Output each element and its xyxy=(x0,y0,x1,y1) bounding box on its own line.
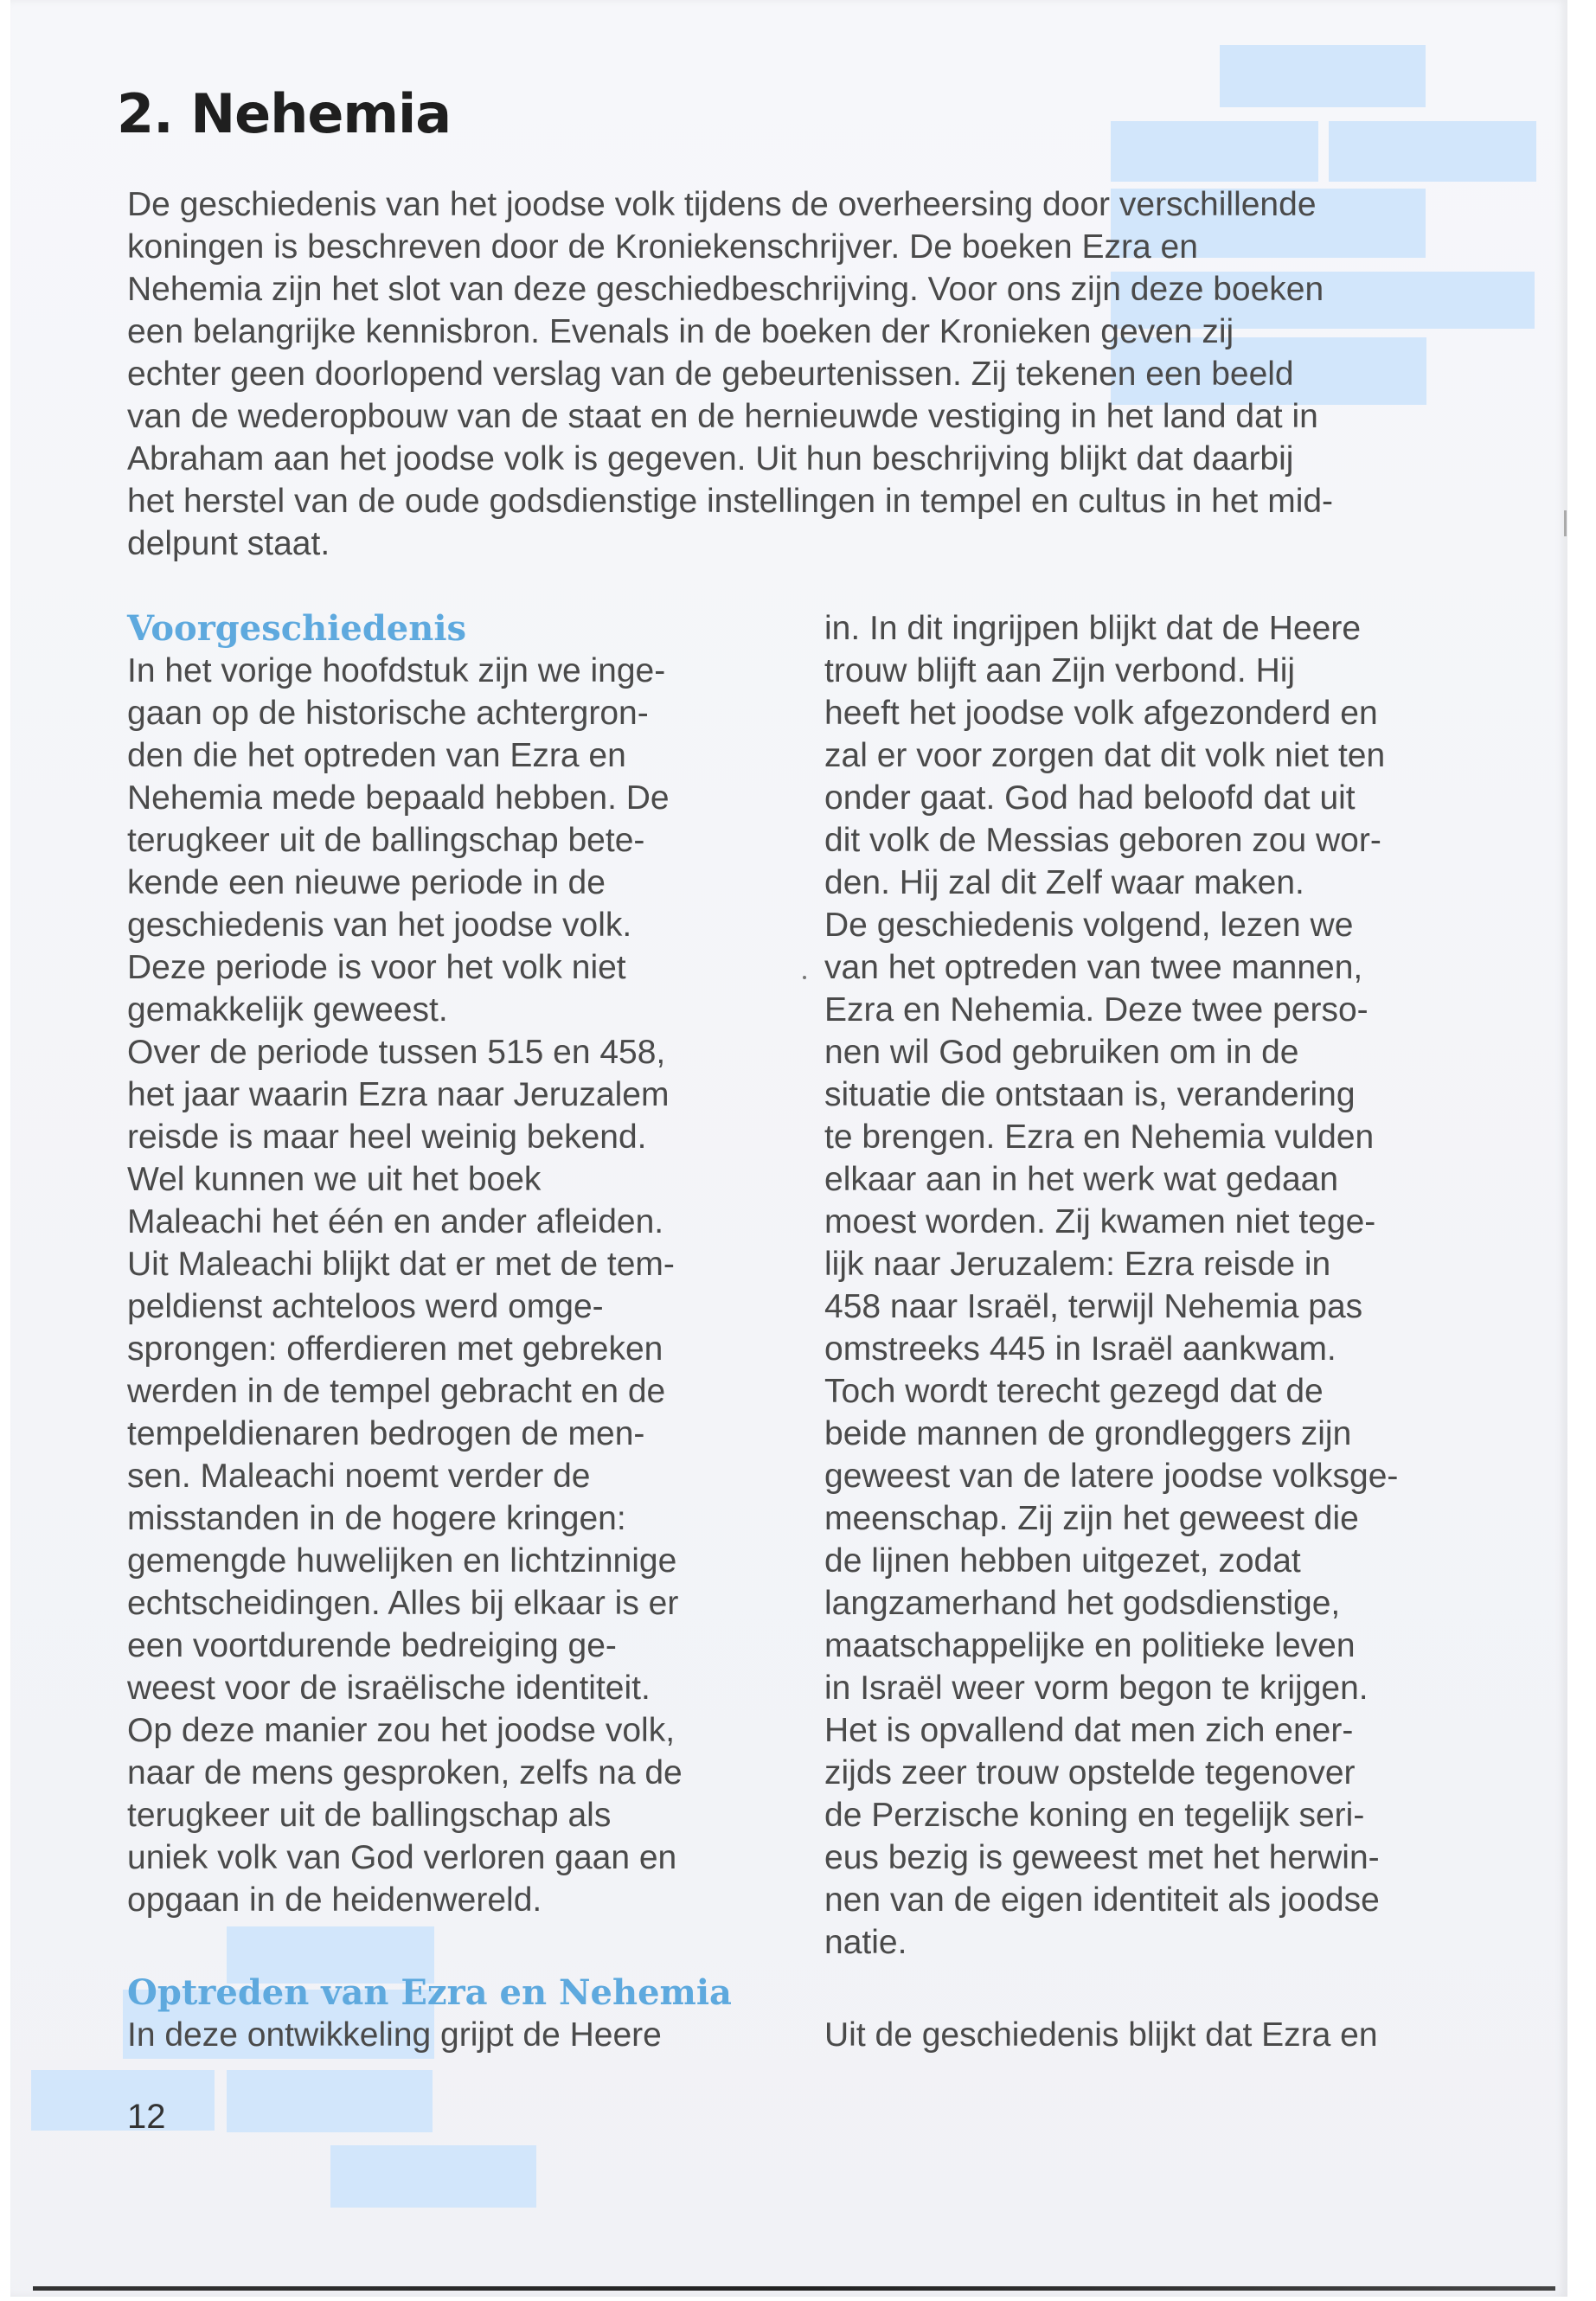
intro-line: een belangrijke kennisbron. Evenals in de boeken der Kronieken geven zij xyxy=(127,313,1234,350)
text-line: nen van de eigen identiteit als joodse xyxy=(824,1881,1380,1919)
text-line: Over de periode tussen 515 en 458, xyxy=(127,1034,666,1071)
text-line: In het vorige hoofdstuk zijn we inge- xyxy=(127,652,666,689)
intro-paragraph xyxy=(127,183,1442,565)
text-line: gaan op de historische achtergron- xyxy=(127,695,649,732)
chapter-title: 2. Nehemia xyxy=(117,82,452,145)
text-line: elkaar aan in het werk wat gedaan xyxy=(824,1161,1339,1198)
text-line: den die het optreden van Ezra en xyxy=(127,737,626,774)
text-line: Nehemia mede bepaald hebben. De xyxy=(127,779,670,817)
text-line: in Israël weer vorm begon te krijgen. xyxy=(824,1670,1368,1707)
stray-mark xyxy=(803,976,806,979)
text-line: trouw blijft aan Zijn verbond. Hij xyxy=(824,652,1296,689)
text-line: kende een nieuwe periode in de xyxy=(127,864,606,901)
text-line: de Perzische koning en tegelijk seri- xyxy=(824,1797,1365,1834)
text-line: langzamerhand het godsdienstige, xyxy=(824,1585,1341,1622)
text-line: uniek volk van God verloren gaan en xyxy=(127,1839,677,1876)
text-line: den. Hij zal dit Zelf waar maken. xyxy=(824,864,1304,901)
text-line: Uit de geschiedenis blijkt dat Ezra en xyxy=(824,2016,1378,2054)
text-line: Uit Maleachi blijkt dat er met de tem- xyxy=(127,1246,675,1283)
text-line: Toch wordt terecht gezegd dat de xyxy=(824,1373,1324,1410)
text-line: terugkeer uit de ballingschap bete- xyxy=(127,822,645,859)
left-column xyxy=(127,607,802,1921)
highlight-block xyxy=(330,2145,536,2208)
intro-line: De geschiedenis van het joodse volk tijdens de overheersing door verschillende xyxy=(127,186,1317,223)
text-line: sprongen: offerdieren met gebreken xyxy=(127,1330,663,1368)
text-line: Het is opvallend dat men zich ener- xyxy=(824,1712,1354,1749)
text-line: De geschiedenis volgend, lezen we xyxy=(824,907,1354,944)
text-line: 458 naar Israël, terwijl Nehemia pas xyxy=(824,1288,1363,1325)
text-line: lijk naar Jeruzalem: Ezra reisde in xyxy=(824,1246,1331,1283)
text-line: geschiedenis van het joodse volk. xyxy=(127,907,632,944)
highlight-block xyxy=(31,2070,215,2131)
text-line: echtscheidingen. Alles bij elkaar is er xyxy=(127,1585,679,1622)
text-line: van het optreden van twee mannen, xyxy=(824,949,1363,986)
right-column-last-line xyxy=(824,2014,1499,2056)
text-line: eus bezig is geweest met het herwin- xyxy=(824,1839,1380,1876)
right-column xyxy=(824,607,1499,1964)
highlight-block xyxy=(227,2070,433,2132)
text-line: weest voor de israëlische identiteit. xyxy=(127,1670,651,1707)
text-line: beide mannen de grondleggers zijn xyxy=(824,1415,1352,1452)
highlight-block xyxy=(1220,45,1426,107)
text-line: meenschap. Zij zijn het geweest die xyxy=(824,1500,1359,1537)
text-line: natie. xyxy=(824,1924,907,1961)
text-line: in. In dit ingrijpen blijkt dat de Heere xyxy=(824,610,1362,647)
text-line: geweest van de latere joodse volksge- xyxy=(824,1458,1399,1495)
text-line: nen wil God gebruiken om in de xyxy=(824,1034,1299,1071)
text-line: omstreeks 445 in Israël aankwam. xyxy=(824,1330,1336,1368)
text-line: terugkeer uit de ballingschap als xyxy=(127,1797,612,1834)
bottom-rule xyxy=(33,2286,1555,2291)
text-line: Maleachi het één en ander afleiden. xyxy=(127,1203,664,1240)
intro-line: koningen is beschreven door de Kroniekenschrijver. De boeken Ezra en xyxy=(127,228,1198,266)
intro-line: delpunt staat. xyxy=(127,525,330,562)
intro-line: Nehemia zijn het slot van deze geschiedbeschrijving. Voor ons zijn deze boeken xyxy=(127,271,1324,308)
intro-line: echter geen doorlopend verslag van de gebeurtenissen. Zij tekenen een beeld xyxy=(127,356,1294,393)
page-number: 12 xyxy=(127,2098,166,2136)
text-line: reisde is maar heel weinig bekend. xyxy=(127,1118,647,1156)
text-line: zal er voor zorgen dat dit volk niet ten xyxy=(824,737,1386,774)
section-heading-optreden: Optreden van Ezra en Nehemia xyxy=(127,1972,732,2013)
text-line: gemakkelijk geweest. xyxy=(127,991,448,1029)
text-line: Deze periode is voor het volk niet xyxy=(127,949,626,986)
text-line: opgaan in de heidenwereld. xyxy=(127,1881,542,1919)
text-line: het jaar waarin Ezra naar Jeruzalem xyxy=(127,1076,670,1113)
intro-line: van de wederopbouw van de staat en de hernieuwde vestiging in het land dat in xyxy=(127,398,1318,435)
text-line: maatschappelijke en politieke leven xyxy=(824,1627,1356,1664)
highlight-block xyxy=(1111,121,1318,182)
text-line: een voortdurende bedreiging ge- xyxy=(127,1627,617,1664)
text-line: situatie die ontstaan is, verandering xyxy=(824,1076,1356,1113)
text-line: werden in de tempel gebracht en de xyxy=(127,1373,666,1410)
highlight-block xyxy=(1329,121,1536,182)
text-line: peldienst achteloos werd omge- xyxy=(127,1288,604,1325)
text-line: naar de mens gesproken, zelfs na de xyxy=(127,1754,683,1791)
text-line: misstanden in de hogere kringen: xyxy=(127,1500,626,1537)
left-column-section2 xyxy=(127,1971,802,2056)
text-line: onder gaat. God had beloofd dat uit xyxy=(824,779,1356,817)
intro-line: het herstel van de oude godsdienstige instellingen in tempel en cultus in het mid- xyxy=(127,483,1334,520)
text-line: Wel kunnen we uit het boek xyxy=(127,1161,542,1198)
intro-line: Abraham aan het joodse volk is gegeven. Uit hun beschrijving blijkt dat daarbij xyxy=(127,440,1294,478)
text-line: moest worden. Zij kwamen niet tege- xyxy=(824,1203,1376,1240)
text-line: heeft het joodse volk afgezonderd en xyxy=(824,695,1378,732)
text-line: sen. Maleachi noemt verder de xyxy=(127,1458,591,1495)
text-line: dit volk de Messias geboren zou wor- xyxy=(824,822,1381,859)
section-heading-voorgeschiedenis: Voorgeschiedenis xyxy=(127,608,467,649)
text-line: te brengen. Ezra en Nehemia vulden xyxy=(824,1118,1375,1156)
text-line: In deze ontwikkeling grijpt de Heere xyxy=(127,2016,662,2054)
text-line: tempeldienaren bedrogen de men- xyxy=(127,1415,645,1452)
text-line: Op deze manier zou het joodse volk, xyxy=(127,1712,676,1749)
text-line: Ezra en Nehemia. Deze twee perso- xyxy=(824,991,1368,1029)
text-line: zijds zeer trouw opstelde tegenover xyxy=(824,1754,1356,1791)
text-line: de lijnen hebben uitgezet, zodat xyxy=(824,1542,1301,1580)
page-edge-mark xyxy=(1564,510,1567,536)
text-line: gemengde huwelijken en lichtzinnige xyxy=(127,1542,677,1580)
